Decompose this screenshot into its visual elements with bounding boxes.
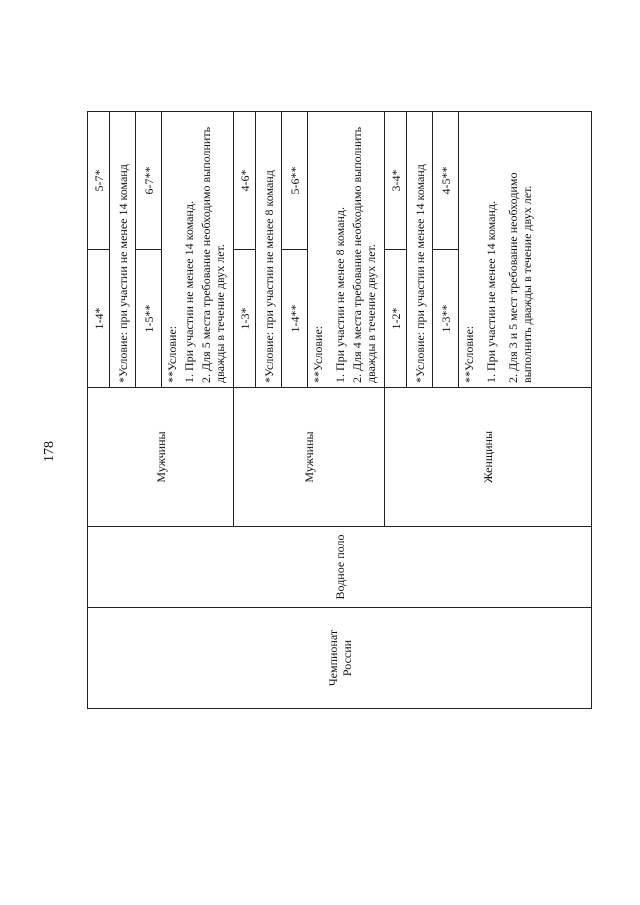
condition-item: 1. При участии не менее 14 команд. (182, 201, 196, 383)
condition-cell: *Условие: при участии не менее 8 команд (256, 112, 282, 388)
sport-cell: Водное поло (88, 527, 592, 608)
condition-title: **Условие: (462, 325, 476, 383)
places-cell: 5-6** (282, 112, 308, 250)
group-cell: Мужчины (234, 388, 385, 527)
condition-block (308, 112, 385, 388)
condition-item: 1. При участии не менее 8 команд. (333, 207, 347, 383)
places-cell: 1-3** (433, 250, 459, 388)
standards-table (87, 111, 592, 709)
places-cell: 6-7** (136, 112, 162, 250)
condition-block (459, 112, 592, 388)
table-rotation-wrapper (87, 112, 580, 709)
places-cell: 4-6* (234, 112, 256, 250)
condition-item: 1. При участии не менее 14 команд. (484, 201, 498, 383)
group-cell: Мужчины (88, 388, 234, 527)
rotated-table-sheet (87, 112, 580, 709)
places-cell: 1-2* (385, 250, 407, 388)
competition-cell: Чемпионат России (88, 608, 592, 709)
condition-cell: *Условие: при участии не менее 14 команд (407, 112, 433, 388)
condition-item: 2. Для 4 места требование необходимо выполнить дважды в течение двух лет. (350, 126, 378, 383)
table-row (88, 112, 110, 709)
condition-block (162, 112, 234, 388)
condition-item: 2. Для 3 и 5 мест требование необходимо выполнить дважды в течение двух лет. (506, 172, 534, 383)
condition-title: **Условие: (165, 325, 179, 383)
condition-title: **Условие: (311, 325, 325, 383)
places-cell: 1-3* (234, 250, 256, 388)
condition-item: 2. Для 5 места требование необходимо выполнить дважды в течение двух лет. (199, 126, 227, 383)
places-cell: 4-5** (433, 112, 459, 250)
places-cell: 1-4* (88, 250, 110, 388)
page-number: 178 (42, 441, 57, 462)
places-cell: 3-4* (385, 112, 407, 250)
places-cell: 5-7* (88, 112, 110, 250)
places-cell: 1-5** (136, 250, 162, 388)
group-cell: Женщины (385, 388, 592, 527)
condition-cell: *Условие: при участии не менее 14 команд (110, 112, 136, 388)
places-cell: 1-4** (282, 250, 308, 388)
